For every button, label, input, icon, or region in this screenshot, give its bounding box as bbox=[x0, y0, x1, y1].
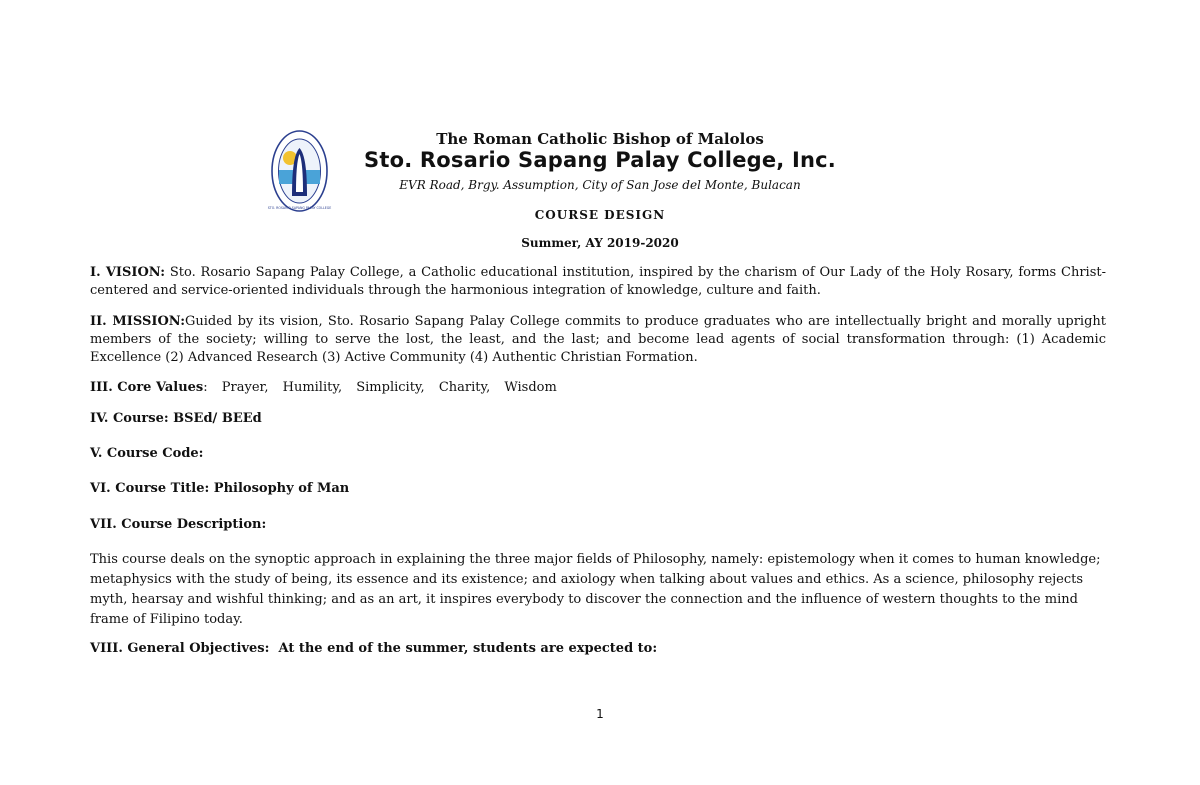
academic-term: Summer, AY 2019-2020 bbox=[521, 236, 679, 250]
document-title: COURSE DESIGN bbox=[534, 208, 666, 222]
mission-section bbox=[90, 313, 1106, 367]
course-code-heading bbox=[90, 446, 203, 461]
seal-text: STO. ROSARIO SAPANG PALAY COLLEGE bbox=[267, 206, 332, 210]
core-value-item: Charity, bbox=[438, 380, 491, 395]
vision-section bbox=[90, 264, 1106, 300]
core-values-label: III. Core Values bbox=[90, 380, 204, 395]
core-values-section bbox=[90, 380, 557, 395]
mission-label: II. MISSION: bbox=[90, 314, 185, 329]
core-value-item: Prayer, bbox=[221, 380, 269, 395]
course-description-heading bbox=[90, 517, 266, 532]
core-value-item: Humility, bbox=[282, 380, 343, 395]
core-values-colon: : bbox=[203, 380, 208, 395]
vision-label: I. VISION: bbox=[90, 265, 166, 280]
mission-text: Guided by its vision, Sto. Rosario Sapang Palay College commits to produce graduates who are intellectually bright and morally upright members of the society; willing to serve the lost, the least, and the last; and become lead agents of social transformation through: (1) Academic Excellence (2) Advanced Research (3) Active Community (4) Authentic Christian Formation. bbox=[90, 314, 1106, 365]
course-label: IV. Course: BSEd/ BEEd bbox=[90, 411, 262, 426]
general-objectives-heading bbox=[90, 641, 657, 656]
course-heading bbox=[90, 411, 262, 426]
course-description-text: This course deals on the synoptic approach in explaining the three major fields of Philosophy, namely: epistemology when it comes to human knowledge; metaphysics with the study of being, its essence and its existence; and axiology when talking about values and ethics. As a science, philosophy rejects myth, hearsay and wishful thinking; and as an art, it inspires everybody to discover the connection and the influence of western thoughts to the mind frame of Filipino today. bbox=[90, 552, 1101, 627]
vision-text: Sto. Rosario Sapang Palay College, a Catholic educational institution, inspired by the charism of Our Lady of the Holy Rosary, forms Christ-centered and service-oriented individuals through the harmonious integration of knowledge, culture and faith. bbox=[90, 265, 1106, 298]
core-value-item: Wisdom bbox=[504, 380, 557, 395]
general-objectives-label: VIII. General Objectives: At the end of the summer, students are expected to: bbox=[90, 641, 658, 656]
college-name: Sto. Rosario Sapang Palay College, Inc. bbox=[364, 148, 836, 172]
page-number: 1 bbox=[596, 707, 604, 721]
course-description-label: VII. Course Description: bbox=[90, 517, 267, 532]
course-title-label: VI. Course Title: Philosophy of Man bbox=[90, 481, 350, 496]
core-value-item: Simplicity, bbox=[356, 380, 425, 395]
course-code-label: V. Course Code: bbox=[90, 446, 204, 461]
course-title-heading bbox=[90, 481, 349, 496]
organization-name: The Roman Catholic Bishop of Malolos bbox=[436, 130, 764, 148]
college-address: EVR Road, Brgy. Assumption, City of San Jose del Monte, Bulacan bbox=[399, 178, 801, 192]
